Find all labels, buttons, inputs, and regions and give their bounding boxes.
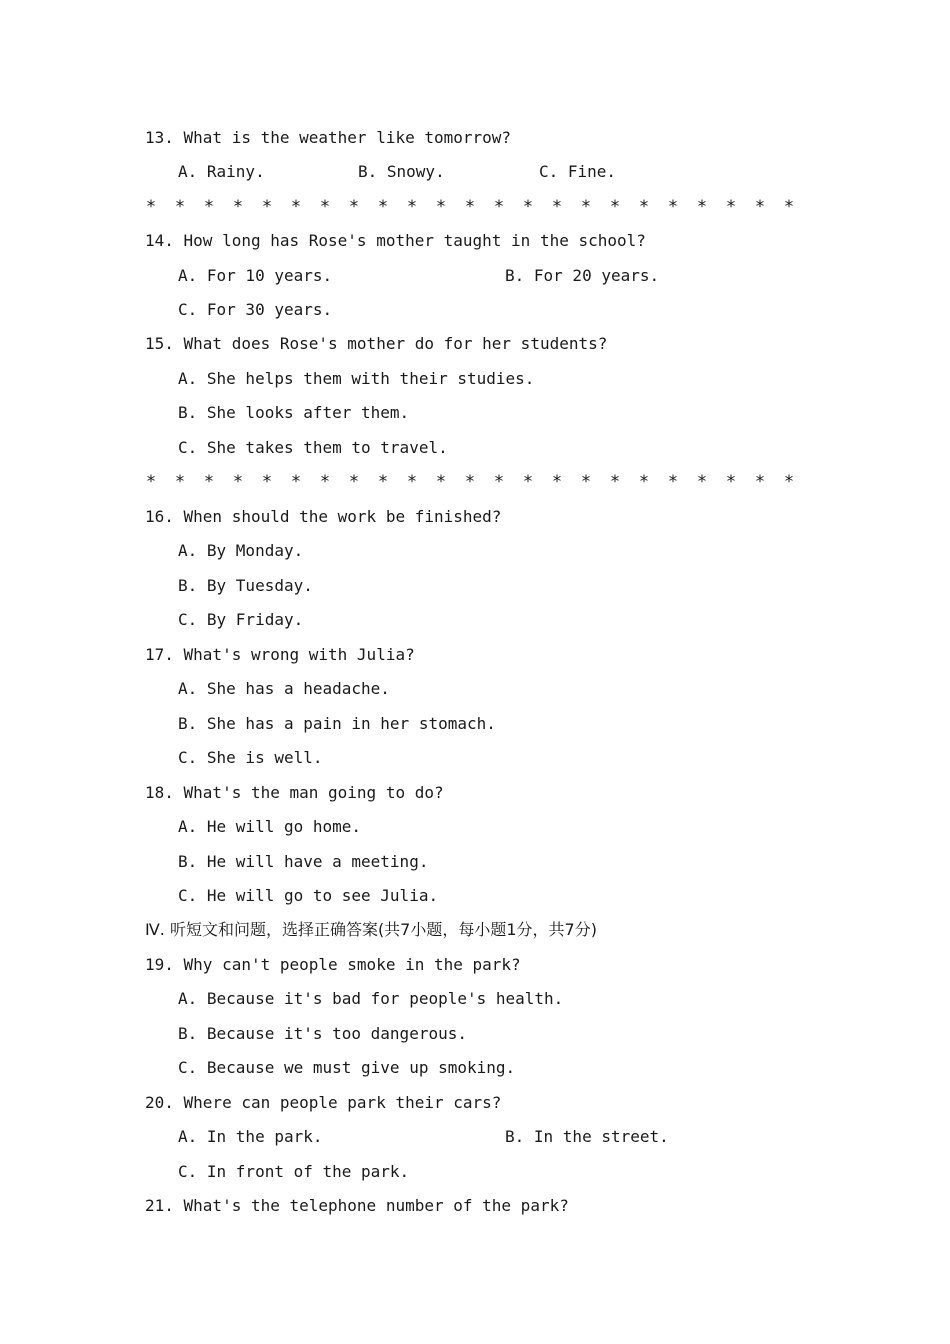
- separator-star: *: [290, 472, 302, 492]
- q14-option-a: A. For 10 years.: [178, 266, 333, 285]
- question-21: 21. What's the telephone number of the park?: [145, 1196, 569, 1215]
- q17-option-b: B. She has a pain in her stomach.: [178, 714, 496, 733]
- separator-star: *: [435, 472, 447, 492]
- separator-star: *: [667, 472, 679, 492]
- q18-option-a: A. He will go home.: [178, 817, 362, 836]
- question-17: 17. What's wrong with Julia?: [145, 645, 415, 664]
- separator-2: [145, 465, 795, 499]
- separator-star: *: [261, 197, 273, 217]
- q15-option-a: A. She helps them with their studies.: [178, 369, 535, 388]
- separator-star: *: [203, 197, 215, 217]
- separator-star: *: [696, 197, 708, 217]
- question-15: 15. What does Rose's mother do for her students?: [145, 334, 608, 353]
- separator-star: *: [551, 472, 563, 492]
- separator-star: *: [667, 197, 679, 217]
- q18-option-c: C. He will go to see Julia.: [178, 886, 439, 905]
- question-13: 13. What is the weather like tomorrow?: [145, 128, 512, 147]
- separator-star: *: [406, 472, 418, 492]
- q15-option-b: B. She looks after them.: [178, 403, 410, 422]
- q14-option-c: C. For 30 years.: [178, 300, 333, 319]
- separator-star: *: [609, 197, 621, 217]
- separator-star: *: [522, 197, 534, 217]
- separator-star: *: [725, 472, 737, 492]
- q17-option-c: C. She is well.: [178, 748, 323, 767]
- q18-option-b: B. He will have a meeting.: [178, 852, 429, 871]
- separator-star: *: [145, 472, 157, 492]
- separator-star: *: [261, 472, 273, 492]
- separator-star: *: [203, 472, 215, 492]
- question-18: 18. What's the man going to do?: [145, 783, 444, 802]
- separator-star: *: [319, 472, 331, 492]
- separator-star: *: [174, 197, 186, 217]
- separator-star: *: [493, 472, 505, 492]
- q19-option-b: B. Because it's too dangerous.: [178, 1024, 467, 1043]
- separator-star: *: [551, 197, 563, 217]
- separator-star: *: [696, 472, 708, 492]
- question-20: 20. Where can people park their cars?: [145, 1093, 502, 1112]
- q19-option-a: A. Because it's bad for people's health.: [178, 989, 564, 1008]
- separator-star: *: [232, 197, 244, 217]
- separator-star: *: [145, 197, 157, 217]
- q20-option-c: C. In front of the park.: [178, 1162, 410, 1181]
- separator-star: *: [725, 197, 737, 217]
- separator-1: [145, 190, 795, 224]
- separator-star: *: [638, 197, 650, 217]
- q20-option-a: A. In the park.: [178, 1127, 323, 1146]
- q13-option-c: C. Fine.: [539, 162, 617, 181]
- separator-star: *: [348, 472, 360, 492]
- separator-star: *: [609, 472, 621, 492]
- q15-option-c: C. She takes them to travel.: [178, 438, 448, 457]
- q19-option-c: C. Because we must give up smoking.: [178, 1058, 516, 1077]
- q16-option-b: B. By Tuesday.: [178, 576, 313, 595]
- separator-star: *: [522, 472, 534, 492]
- q20-option-b: B. In the street.: [505, 1127, 669, 1146]
- separator-star: *: [435, 197, 447, 217]
- q14-option-b: B. For 20 years.: [505, 266, 660, 285]
- separator-star: *: [406, 197, 418, 217]
- separator-star: *: [174, 472, 186, 492]
- separator-star: *: [232, 472, 244, 492]
- separator-star: *: [580, 472, 592, 492]
- separator-star: *: [638, 472, 650, 492]
- q13-option-a: A. Rainy.: [178, 162, 265, 181]
- q16-option-c: C. By Friday.: [178, 610, 304, 629]
- section-4-heading: Ⅳ. 听短文和问题，选择正确答案(共7小题，每小题1分，共7分): [145, 920, 597, 939]
- q17-option-a: A. She has a headache.: [178, 679, 390, 698]
- question-16: 16. When should the work be finished?: [145, 507, 502, 526]
- separator-star: *: [290, 197, 302, 217]
- separator-star: *: [464, 472, 476, 492]
- separator-star: *: [754, 472, 766, 492]
- question-14: 14. How long has Rose's mother taught in the school?: [145, 231, 646, 250]
- separator-star: *: [319, 197, 331, 217]
- separator-star: *: [580, 197, 592, 217]
- separator-star: *: [754, 197, 766, 217]
- separator-star: *: [493, 197, 505, 217]
- q16-option-a: A. By Monday.: [178, 541, 304, 560]
- separator-star: *: [783, 197, 795, 217]
- separator-star: *: [348, 197, 360, 217]
- separator-star: *: [464, 197, 476, 217]
- q13-option-b: B. Snowy.: [358, 162, 445, 181]
- question-19: 19. Why can't people smoke in the park?: [145, 955, 521, 974]
- separator-star: *: [377, 472, 389, 492]
- separator-star: *: [377, 197, 389, 217]
- separator-star: *: [783, 472, 795, 492]
